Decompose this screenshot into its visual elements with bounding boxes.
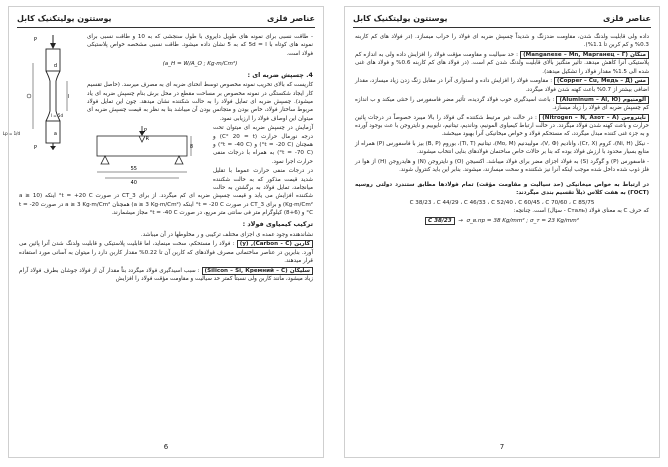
header-subtitle: یوستتون یولیتکنیک کابل — [17, 14, 112, 23]
tensile-specimen-figure — [2, 33, 81, 151]
impact-specimen-figure — [87, 126, 207, 186]
carbon-text: : فولاد را مستحکم، سخت مینماید، اما قابلیت پلاستیکی و قابلیت ولدنگ شدن آنرا پائین می آورد. بنابرین در عناصر ساختمانی مصرف فولادهای که کاربن آن تا 0.22% مقدار کاربن دارد را میتوان به آسانی مورد استفاده قرار میدهند. — [19, 241, 313, 264]
paragraph — [19, 267, 313, 284]
carbon-heading: کاربن (Carbon - C), (y) — [237, 240, 313, 248]
figure-p-bottom: P — [33, 145, 37, 151]
paragraph — [355, 77, 649, 94]
page-number: 7 — [499, 443, 505, 451]
figure-lp: Lp = 1/d — [2, 131, 20, 136]
page-6 — [2, 6, 324, 458]
formula: C 38/23 → σ_в.пр = 38 Kg/mm² ; σ_т = 23 Kg/mm² — [355, 217, 649, 225]
section-heading: 4. چسپش ضربه ای : — [247, 71, 313, 80]
section-heading: ترکیب کیمیاوی فولاد : — [242, 220, 313, 229]
formula-part-a: σ_в.пр = 38 Kg/mm² — [466, 218, 525, 225]
paragraph: کاریست که بالای تخریب نمونه مخصوص توسط انحنای ضربه ای به مصرف میرسد. (حاصل تقسیم کار ایجاد شکستگی در نمونه مخصوص بر مساحت مقطع در محل برش بنام چسپش ضربه ای یاد میشود). چسپش ضربه ای تمایل فولاد را به حالت شکننده نشان میدهد. چون این تمایل فولاد مربوط ساختار فولاد، خاص بودن و متجانس بودن آن میباشد بنا به نظر به قیمت چسپش ضربه ای میتوان این اوصاف فولاد را ارزیابی نمود. — [87, 82, 313, 122]
header-subtitle: یوستتون یولیتکنیک کابل — [353, 14, 448, 23]
silicon-heading: سلیکان (Silicon – Si, Кремний – C) — [202, 267, 313, 275]
page-header — [353, 13, 651, 28]
dim-height: 8 — [189, 144, 193, 151]
figure-p-top: P — [33, 37, 37, 43]
manganese-text: : حد سیالیت و مقاومت مؤقت فولاد را افزایش داده ولی به اندازه کم پلاستیکی آنرا کاهش میدهد. تأثیر منگنیز بالای قابلیت ولدنگ شدن کم است. (در فولاد های کم کاربنه 0.6% و فولاد های غنی شده الی 1.5% مقدار فولاد را تشکیل میدهد). — [355, 52, 650, 75]
paragraph: در درجات منفی حرارت عموما با تقلیل شدید قیمت مذکور که به حالت شکننده میانجامد، تمایل فولاد به برگشتن به حالت شکننده افزایش می یابد و قیمت چسپش ضربه ای کم میگردد. از برای CT_3 در صورت t = +20 C° اینکه (a ≥ 10 Kg·m/Cm²) و برای CT_3 در صورت t = -20 C° اینکه (a ≥ 3 Kg·m/Cm²) همچنان a ≥ 3 Kg·m/Cm² در صورت t = -20 C° و (6+8) کیلوگرام متر فی سانتی متر مربع، در صورت t = -40 C° مجاز میشمارند. — [19, 168, 314, 216]
steel-classes-line: C 38/23 ، C 44/29 ، C 46/33 ، C 52/40 ، C 60/45 ، C 70/60 ، C 85/75 — [409, 199, 595, 206]
manganese-heading: منگان (Manganese – Mn, Марганец – Г) — [520, 51, 649, 59]
formula-part-b: σ_т = 23 Kg/mm² — [529, 218, 579, 225]
paragraph: در ارتباط به خواص میخانیکی (حد سیالیت و مقاومت مؤقت) تمام فولادها مطابق ستندرد دولتی روسیه (ГОСТ) به هفت کلاس ذیلاً تقسیم بندی میگردند: — [355, 181, 649, 197]
nitrogen-heading: نایتروجن (Nitrogen – N, Азот – А) — [539, 114, 649, 122]
page-body — [355, 33, 649, 439]
dim-span: 40 — [130, 180, 137, 187]
header-title: عناصر فلزی — [266, 14, 315, 23]
paragraph — [355, 96, 649, 113]
paragraph — [355, 114, 649, 139]
figure-gauge: l = 5d — [50, 113, 63, 118]
page-number: 6 — [163, 443, 169, 451]
header-title: عناصر فلزی — [602, 14, 651, 23]
paragraph: که حرف C به معنای فولاد (Сталь - سټال) است. چنانچه: — [513, 208, 649, 215]
formula-label: C 38/23 — [425, 217, 455, 225]
page-body — [2, 33, 314, 439]
paragraph: - نیکل (Ni, H)، کروم (Cr, X)، وانادیم (V, Ф)، مولیبدنیم (Mo, M)، تیتانیم (Ti, T)، بوروم (B, P) بیز با فاسفورس (P) همراه از منابع بسیار محدود با ارزش فولاد بوده که بنا بر حالات خاص ساختمان فولادهای بنایی انتخاب میشوند. — [355, 141, 649, 156]
paragraph — [19, 240, 313, 265]
paragraph: نشاندهنده وجود عمده ی اجزای مختلف ترکیبی و ر مخلوطها در آن میباشد. — [140, 231, 313, 238]
figure-l: l — [67, 94, 69, 100]
paragraph: - طاقت نسبی برای نمونه های طویل دایروی با طول سنجشی که به 10 و طاقت نسبی برای نمونه های کوتاه با 5d = l که به 5 نشان داده میشود. طاقت نسبی مشخصه خواص پلاستیکی فولاد است. — [87, 34, 313, 57]
page-7 — [344, 6, 660, 458]
formula: (a_H = W/A_O ; Kg·m/Cm²) — [162, 60, 238, 67]
aluminum-text: : باعث اسیدگیری خوب فولاد گردیده، تأثیر مضر فاسفورس را خنثی میکند و ب اندازه کم چسپش ضربه ای فولاد را زیاد میسازد. — [355, 96, 649, 111]
load-label: P — [143, 128, 147, 135]
copper-text: : مقاومت فولاد را افزایش داده و استواری آنرا در مقابل زنگ زدن زیاد میسازد، مقدار اضافی بیشتر از 0.7% باعث کهنه شدن فولاد میگردد. — [355, 78, 649, 93]
aluminum-heading: آلومنیوم (Aluminum – Al, Ю) — [556, 96, 649, 104]
paragraph — [355, 51, 649, 76]
radius-label: R — [145, 136, 149, 143]
dim-length: 55 — [130, 166, 137, 173]
silicon-text: : سبب اسیدگیری فولاد میگردد بناً مقدار آن از فولاد جوشان بطرف فولاد آرام زیاد میشود، مانند کاربن ولی نسبتاً کمتر حد سیالیت و مقاومت مؤقت فولاد را افزایش — [19, 267, 313, 283]
figure-a: a — [53, 131, 57, 137]
paragraph: داده ولی قابلیت ولدنگ شدن، مقاومت ضدزنگ و شدیداً چسپش ضربه ای فولاد را خراب میسازد. (در فولاد های کم کاربنه 0.3% و کم کربن تا 1.1%). — [355, 34, 649, 49]
figure-d: d — [53, 63, 57, 69]
nitrogen-text: : در حالت غیر مرتبط شکننده گی فولاد را بالا میبرد خصوصاً در درجات پائین حرارت و باعث کهنه شدن فولاد میگردد. در حالت ارتباط کیمیاوی المونیم، وناندیم، تیتانیم، نایوبیم و نایتروجن با عث بوجود آورده و به جزء غنی کننده مبدل میگردد، که مستحکم فولاد و خواص میخانیکی آنرا بهبود میبخشد. — [355, 114, 649, 138]
copper-heading: مس (Copper – Cu, Медь – Д) — [554, 77, 649, 85]
paragraph: - فاسفورس (P) و گوگرد (S) به فولاد اجزای مضر برای فولاد میباشد. اکسیجن (O) و نایتروجن (N) و هایدروجن (H) از هوا در فلز ذوب شده داخل شده موجب اینکه آنرا نیز شکننده و سخت میسازند، میشوند. بنابر این باید کنترول شوند. — [355, 159, 649, 174]
paragraph: آزمایش در چسپش ضربه ای میتوان تحت درجه نورمال حرارت (C° 20 = t) و همچنان (t = -20 C°) و (t = -40 C°) و (t = -70 C°) به همراه با درجات منفی حرارت اجرا نمود. — [213, 125, 313, 165]
page-header — [17, 13, 315, 28]
